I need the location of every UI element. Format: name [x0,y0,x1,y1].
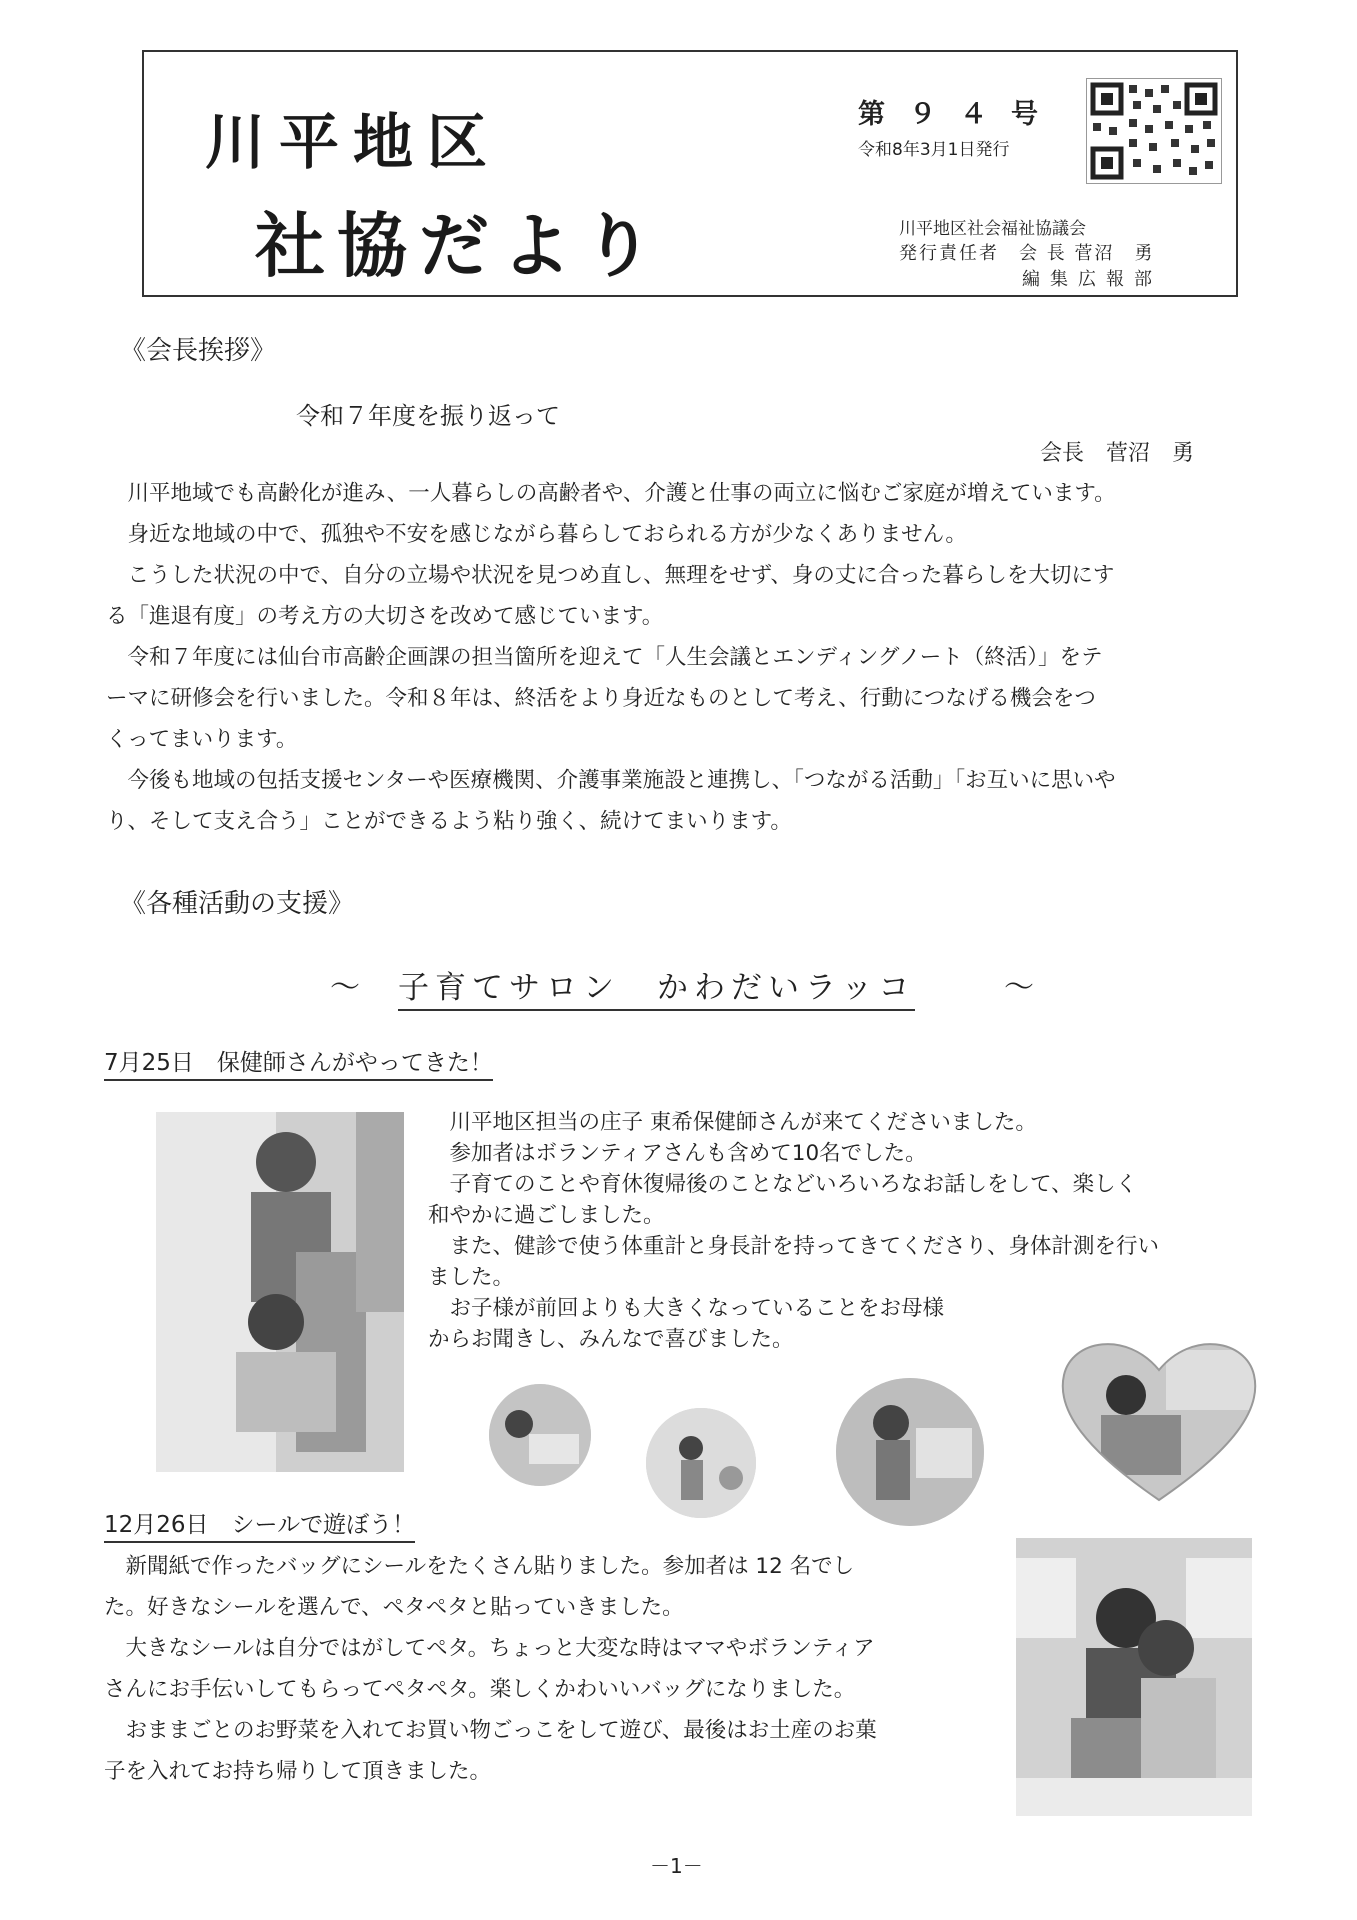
greeting-line: り、そして支え合う」ことができるよう粘り強く、続けてまいります。 [106,809,792,834]
event1-circle-photo-1 [489,1384,591,1486]
greeting-body [106,473,1266,842]
qr-code-icon[interactable] [1086,78,1222,184]
event1-heart-photo [1056,1330,1262,1506]
section-greeting-title: 《会長挨拶》 [120,336,277,366]
greeting-line: こうした状況の中で、自分の立場や状況を見つめ直し、無理をせず、身の丈に合った暮らしを大切にす [106,563,1115,588]
event1-line: お子様が前回よりも大きくなっていることをお母様 [428,1296,945,1321]
tilde-right: ～ [1004,970,1034,1005]
event2-line: た。好きなシールを選んで、ペタペタと貼っていきました。 [104,1595,684,1620]
event2-line: 大きなシールは自分ではがしてペタ。ちょっと大変な時はママやボランティア [104,1636,875,1661]
issue-number: 第９４号 [858,99,1062,130]
page-number: －1－ [650,1854,703,1878]
section-activities-title: 《各種活動の支援》 [120,889,355,919]
greeting-line: 今後も地域の包括支援センターや医療機関、介護事業施設と連携し、「つながる活動」「お互いに思いや [106,768,1116,793]
event1-line: 川平地区担当の庄子 東希保健師さんが来てくださいました。 [428,1110,1037,1135]
event1-line: からお聞きし、みんなで喜びました。 [428,1327,794,1352]
event1-line: 参加者はボランティアさんも含めて10名でした。 [428,1141,927,1166]
event2-line: 新聞紙で作ったバッグにシールをたくさん貼りました。参加者は 12 名でし [104,1554,855,1579]
event1-main-photo [156,1112,404,1472]
salon-title: 子育てサロン かわだいラッコ [398,962,915,1011]
event2-photo [1016,1538,1252,1816]
greeting-line: る「進退有度」の考え方の大切さを改めて感じています。 [106,604,664,629]
event2-body [104,1546,1004,1792]
tilde-left: ～ [330,970,360,1005]
event2-heading: 12月26日 シールで遊ぼう！ [104,1506,415,1543]
event1-body [428,1107,1278,1355]
greeting-line: 身近な地域の中で、孤独や不安を感じながら暮らしておられる方が少なくありません。 [106,522,967,547]
greeting-line: くってまいります。 [106,727,298,752]
greeting-author: 会長 菅沼 勇 [1040,441,1195,466]
greeting-line: ーマに研修会を行いました。令和８年は、終活をより身近なものとして考え、行動につなげる機会をつ [106,686,1096,711]
responsible-person: 発行責任者 会 長 菅沼 勇 [899,243,1155,264]
event2-line: おままごとのお野菜を入れてお買い物ごっこをして遊び、最後はお土産のお菓 [104,1718,877,1743]
event1-heading: 7月25日 保健師さんがやってきた！ [104,1044,493,1081]
event1-circle-photo-2 [646,1408,756,1518]
newsletter-title-line1: 川平地区 [205,108,501,178]
event2-line: さんにお手伝いしてもらってペタペタ。楽しくかわいいバッグになりました。 [104,1677,856,1702]
event1-circle-photo-3 [836,1378,984,1526]
greeting-line: 川平地域でも高齢化が進み、一人暮らしの高齢者や、介護と仕事の両立に悩むご家庭が増えています。 [106,481,1116,506]
event1-line: また、健診で使う体重計と身長計を持ってきてくださり、身体計測を行い [428,1234,1160,1259]
greeting-line: 令和７年度には仙台市高齢企画課の担当箇所を迎えて「人生会議とエンディングノート（終活）」をテ [106,645,1103,670]
event1-line: 和やかに過ごしました。 [428,1203,665,1228]
editorial-department: 編集広報部 [1022,269,1162,290]
greeting-heading: 令和７年度を振り返って [296,402,560,430]
event1-line: ました。 [428,1265,515,1290]
event1-line: 子育てのことや育休復帰後のことなどいろいろなお話しをして、楽しく [428,1172,1138,1197]
newsletter-title-line2: 社協だより [255,204,665,287]
issue-date: 令和8年3月1日発行 [858,140,1010,160]
publisher-name: 川平地区社会福祉協議会 [899,219,1086,239]
event2-line: 子を入れてお持ち帰りして頂きました。 [104,1759,492,1784]
